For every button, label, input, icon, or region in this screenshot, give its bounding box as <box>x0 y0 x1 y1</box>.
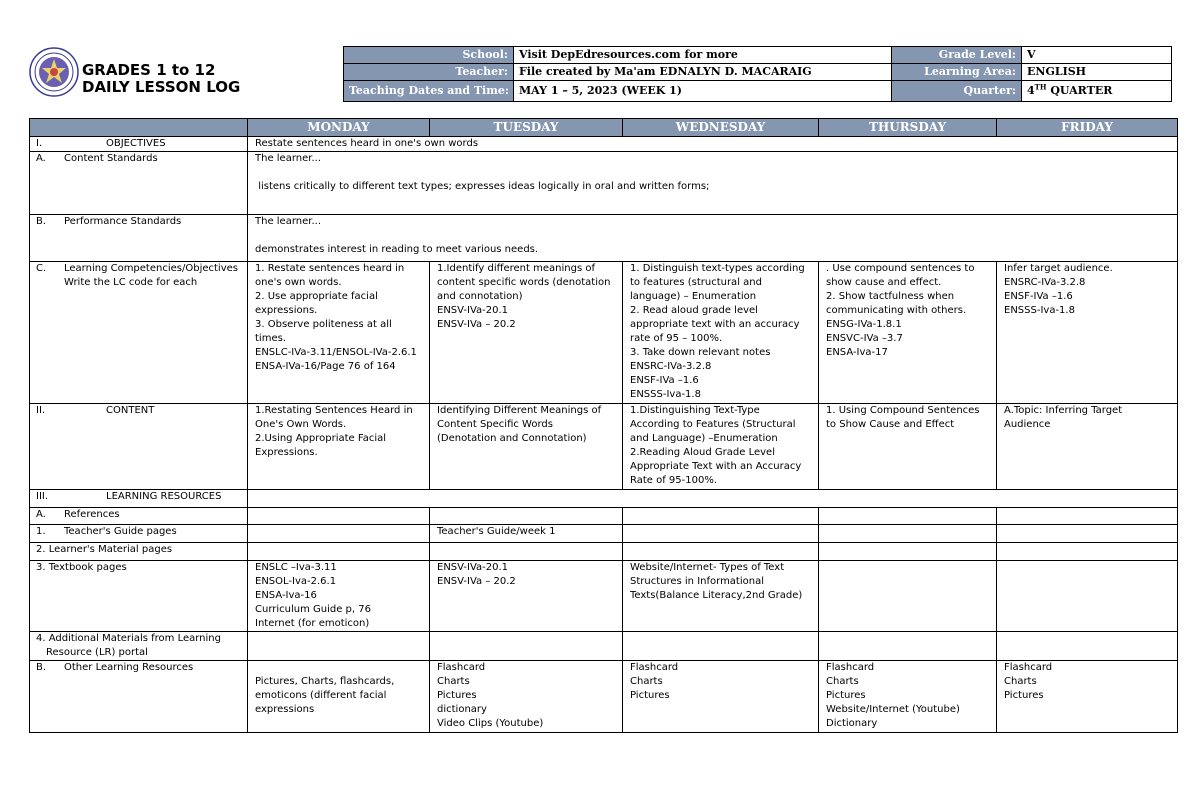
cell-line: Charts <box>437 676 470 687</box>
log-title <box>82 62 240 96</box>
cell-line: 2.Reading Aloud Grade Level Appropriate Text with an Accuracy Rate of 95-100%. <box>630 447 805 486</box>
header-info-table <box>343 46 1172 102</box>
school-value: Visit DepEdresources.com for more <box>514 47 892 64</box>
additional-materials-row <box>30 632 1178 661</box>
cell-line: Pictures <box>630 690 670 701</box>
competencies-tuesday <box>430 262 623 404</box>
learning-resources-label: III. LEARNING RESOURCES <box>30 490 248 508</box>
title-grades: GRADES 1 to 12 <box>82 61 216 79</box>
objectives-value: Restate sentences heard in one's own words <box>248 137 1178 152</box>
cell-line: Flashcard <box>630 662 679 673</box>
teachers-guide-row <box>30 525 1178 543</box>
cell-line: ENSV-IVa-20.1 <box>437 562 509 573</box>
teacher-label: Teacher: <box>344 64 514 81</box>
cell-line: ENSG-IVa-1.8.1 <box>826 319 902 330</box>
objectives-label: I. OBJECTIVES <box>30 137 248 152</box>
content-standards-row <box>30 152 1178 215</box>
quarter-text: QUARTER <box>1046 84 1113 97</box>
cell-line: ENSA-Iva-16 <box>255 590 317 601</box>
cell-line: 1.Identify different meanings of content specific words (denotation and connotation) <box>437 263 614 302</box>
cell-line: ENSVC-IVa –3.7 <box>826 333 903 344</box>
content-standards-label: A. Content Standards <box>30 152 248 215</box>
corner-cell <box>30 119 248 137</box>
cell-line: Flashcard <box>437 662 486 673</box>
quarter-label: Quarter: <box>892 81 1022 102</box>
cell-line: Curriculum Guide p, 76 <box>255 604 371 615</box>
textbook-wednesday <box>623 561 819 632</box>
cell-line: Charts <box>1004 676 1037 687</box>
content-label: II. CONTENT <box>30 404 248 490</box>
content-tuesday <box>430 404 623 490</box>
school-label: School: <box>344 47 514 64</box>
content-wednesday <box>623 404 819 490</box>
quarter-suffix: TH <box>1034 82 1047 92</box>
learning-resources-row <box>30 490 1178 508</box>
day-header-wednesday: WEDNESDAY <box>623 119 819 137</box>
cell-line: 1. Restate sentences heard in one's own words. <box>255 263 408 288</box>
cell-line: Website/Internet- Types of Text Structures in Informational Texts(Balance Literacy,2nd Grade) <box>630 562 803 601</box>
cell-line: Pictures <box>826 690 866 701</box>
cell-line: ENSRC-IVa-3.2.8 <box>630 361 712 372</box>
cell-line: 2. Read aloud grade level appropriate text with an accuracy rate of 95 – 100%. <box>630 305 803 344</box>
learning-area-value: ENGLISH <box>1022 64 1172 81</box>
cell-line: ENSOL-Iva-2.6.1 <box>255 576 337 587</box>
cell-line <box>255 661 422 675</box>
cell-line: Flashcard <box>1004 662 1053 673</box>
textbook-pages-row <box>30 561 1178 632</box>
teaching-dates-value: MAY 1 – 5, 2023 (WEEK 1) <box>514 81 892 102</box>
cell-line: 1.Restating Sentences Heard in One's Own Words. <box>255 405 416 430</box>
other-resources-tuesday <box>430 661 623 733</box>
cell-line: dictionary <box>437 704 487 715</box>
day-header-thursday: THURSDAY <box>819 119 997 137</box>
other-resources-friday <box>997 661 1178 733</box>
daily-lesson-grid <box>29 118 1178 733</box>
cell-line: Pictures <box>1004 690 1044 701</box>
cell-line: Dictionary <box>826 718 878 729</box>
cell-line: 1.Distinguishing Text-Type According to Features (Structural and Language) –Enumeration <box>630 405 799 444</box>
competencies-friday <box>997 262 1178 404</box>
learning-area-label: Learning Area: <box>892 64 1022 81</box>
competencies-monday <box>248 262 430 404</box>
quarter-number: 4 <box>1027 84 1035 97</box>
cell-line: Flashcard <box>826 662 875 673</box>
objectives-row <box>30 137 1178 152</box>
other-resources-wednesday <box>623 661 819 733</box>
performance-standards-row <box>30 215 1178 262</box>
cell-line: A.Topic: Inferring Target Audience <box>1004 405 1126 430</box>
grade-level-value: V <box>1022 47 1172 64</box>
day-header-row <box>30 119 1178 137</box>
references-row <box>30 508 1178 525</box>
cell-line: ENSLC-IVa-3.11/ENSOL-IVa-2.6.1 <box>255 347 417 358</box>
cell-line: Internet (for emoticon) <box>255 618 370 629</box>
day-header-monday: MONDAY <box>248 119 430 137</box>
other-resources-row <box>30 661 1178 733</box>
references-label: A. References <box>30 508 248 525</box>
teacher-value: File created by Ma'am EDNALYN D. MACARAIG <box>514 64 892 81</box>
quarter-value <box>1022 81 1172 102</box>
cell-line: 3. Take down relevant notes <box>630 347 771 358</box>
cell-line: Charts <box>826 676 859 687</box>
learners-material-row <box>30 543 1178 561</box>
cell-line: ENSF-IVa –1.6 <box>1004 291 1073 302</box>
cell-line: ENSSS-Iva-1.8 <box>630 389 701 400</box>
cell-line: ENSRC-IVa-3.2.8 <box>1004 277 1086 288</box>
cell-line: ENSF-IVa –1.6 <box>630 375 699 386</box>
cell-line: ENSA-Iva-17 <box>826 347 888 358</box>
competencies-thursday <box>819 262 997 404</box>
content-row <box>30 404 1178 490</box>
other-resources-monday <box>248 661 430 733</box>
cell-line: 2.Using Appropriate Facial Expressions. <box>255 433 390 458</box>
textbook-monday <box>248 561 430 632</box>
title-daily-lesson-log: DAILY LESSON LOG <box>82 78 241 96</box>
content-thursday <box>819 404 997 490</box>
textbook-tuesday <box>430 561 623 632</box>
competencies-wednesday <box>623 262 819 404</box>
cell-line: ENSSS-Iva-1.8 <box>1004 305 1075 316</box>
deped-seal-icon <box>29 47 79 97</box>
cell-line: 1. Using Compound Sentences to Show Cause and Effect <box>826 405 983 430</box>
performance-standards-label: B. Performance Standards <box>30 215 248 262</box>
other-resources-label: B. Other Learning Resources <box>30 661 248 733</box>
cell-line: ENSLC –Iva-3.11 <box>255 562 337 573</box>
cell-line: Website/Internet (Youtube) <box>826 704 960 715</box>
cell-line: ENSV-IVa-20.1 <box>437 305 509 316</box>
teachers-guide-tuesday: Teacher's Guide/week 1 <box>430 525 623 543</box>
cell-line: 2. Show tactfulness when communicating with others. <box>826 291 967 316</box>
cell-line: 2. Use appropriate facial expressions. <box>255 291 382 316</box>
cell-line: Infer target audience. <box>1004 263 1113 274</box>
cell-line: ENSV-IVa – 20.2 <box>437 319 516 330</box>
cell-line: . Use compound sentences to show cause and effect. <box>826 263 978 288</box>
cell-line: Identifying Different Meanings of Content Specific Words (Denotation and Connotation) <box>437 405 605 444</box>
learners-material-label: 2. Learner's Material pages <box>30 543 248 561</box>
day-header-friday: FRIDAY <box>997 119 1178 137</box>
competencies-label: C. Learning Competencies/Objectives Write the LC code for each <box>30 262 248 404</box>
cell-line: 1. Distinguish text-types according to features (structural and language) – Enumeration <box>630 263 808 302</box>
content-friday <box>997 404 1178 490</box>
teaching-dates-label: Teaching Dates and Time: <box>344 81 514 102</box>
performance-standards-value: The learner... demonstrates interest in reading to meet various needs. <box>248 215 1178 262</box>
cell-line: Charts <box>630 676 663 687</box>
cell-line: 3. Observe politeness at all times. <box>255 319 395 344</box>
cell-line: Video Clips (Youtube) <box>437 718 544 729</box>
teachers-guide-label: 1. Teacher's Guide pages <box>30 525 248 543</box>
content-monday <box>248 404 430 490</box>
cell-line: ENSA-IVa-16/Page 76 of 164 <box>255 361 396 372</box>
textbook-pages-label: 3. Textbook pages <box>30 561 248 632</box>
cell-line: Pictures, Charts, flashcards, emoticons (different facial expressions <box>255 676 398 715</box>
other-resources-thursday <box>819 661 997 733</box>
additional-materials-label: 4. Additional Materials from Learning Resource (LR) portal <box>30 632 248 661</box>
cell-line: Pictures <box>437 690 477 701</box>
grade-level-label: Grade Level: <box>892 47 1022 64</box>
competencies-row <box>30 262 1178 404</box>
cell-line: ENSV-IVa – 20.2 <box>437 576 516 587</box>
content-standards-value: The learner... listens critically to different text types; expresses ideas logically in oral and written forms; <box>248 152 1178 215</box>
day-header-tuesday: TUESDAY <box>430 119 623 137</box>
